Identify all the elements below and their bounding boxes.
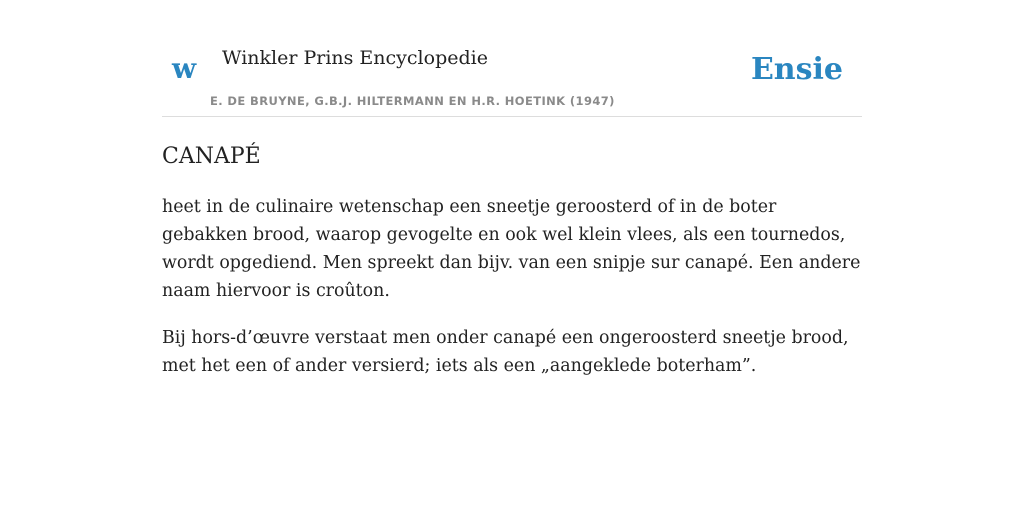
entry-paragraph: heet in de culinaire wetenschap een sneetje geroosterd of in de boter gebakken brood, waarop gevogelte en ook wel klein vlees, als een tournedos, wordt opgediend. Men spreekt dan bijv. van een snipje sur canapé. Een andere naam hiervoor is croûton. [162,197,861,301]
header [162,0,862,117]
book-authors: E. DE BRUYNE, G.B.J. HILTERMANN EN H.R. HOETINK (1947) [210,94,615,108]
entry [162,141,862,380]
entry-body [162,193,862,380]
page [162,0,862,380]
ensie-logo-link[interactable]: Ensie [750,52,843,87]
wp-logo[interactable]: w [172,52,197,85]
entry-paragraph: Bij hors-d’œuvre verstaat men onder canapé een ongeroosterd sneetje brood, met het een of ander versierd; iets als een „aangeklede boterham”. [162,328,849,376]
entry-title: CANAPÉ [162,144,261,169]
book-title[interactable]: Winkler Prins Encyclopedie [222,47,488,69]
